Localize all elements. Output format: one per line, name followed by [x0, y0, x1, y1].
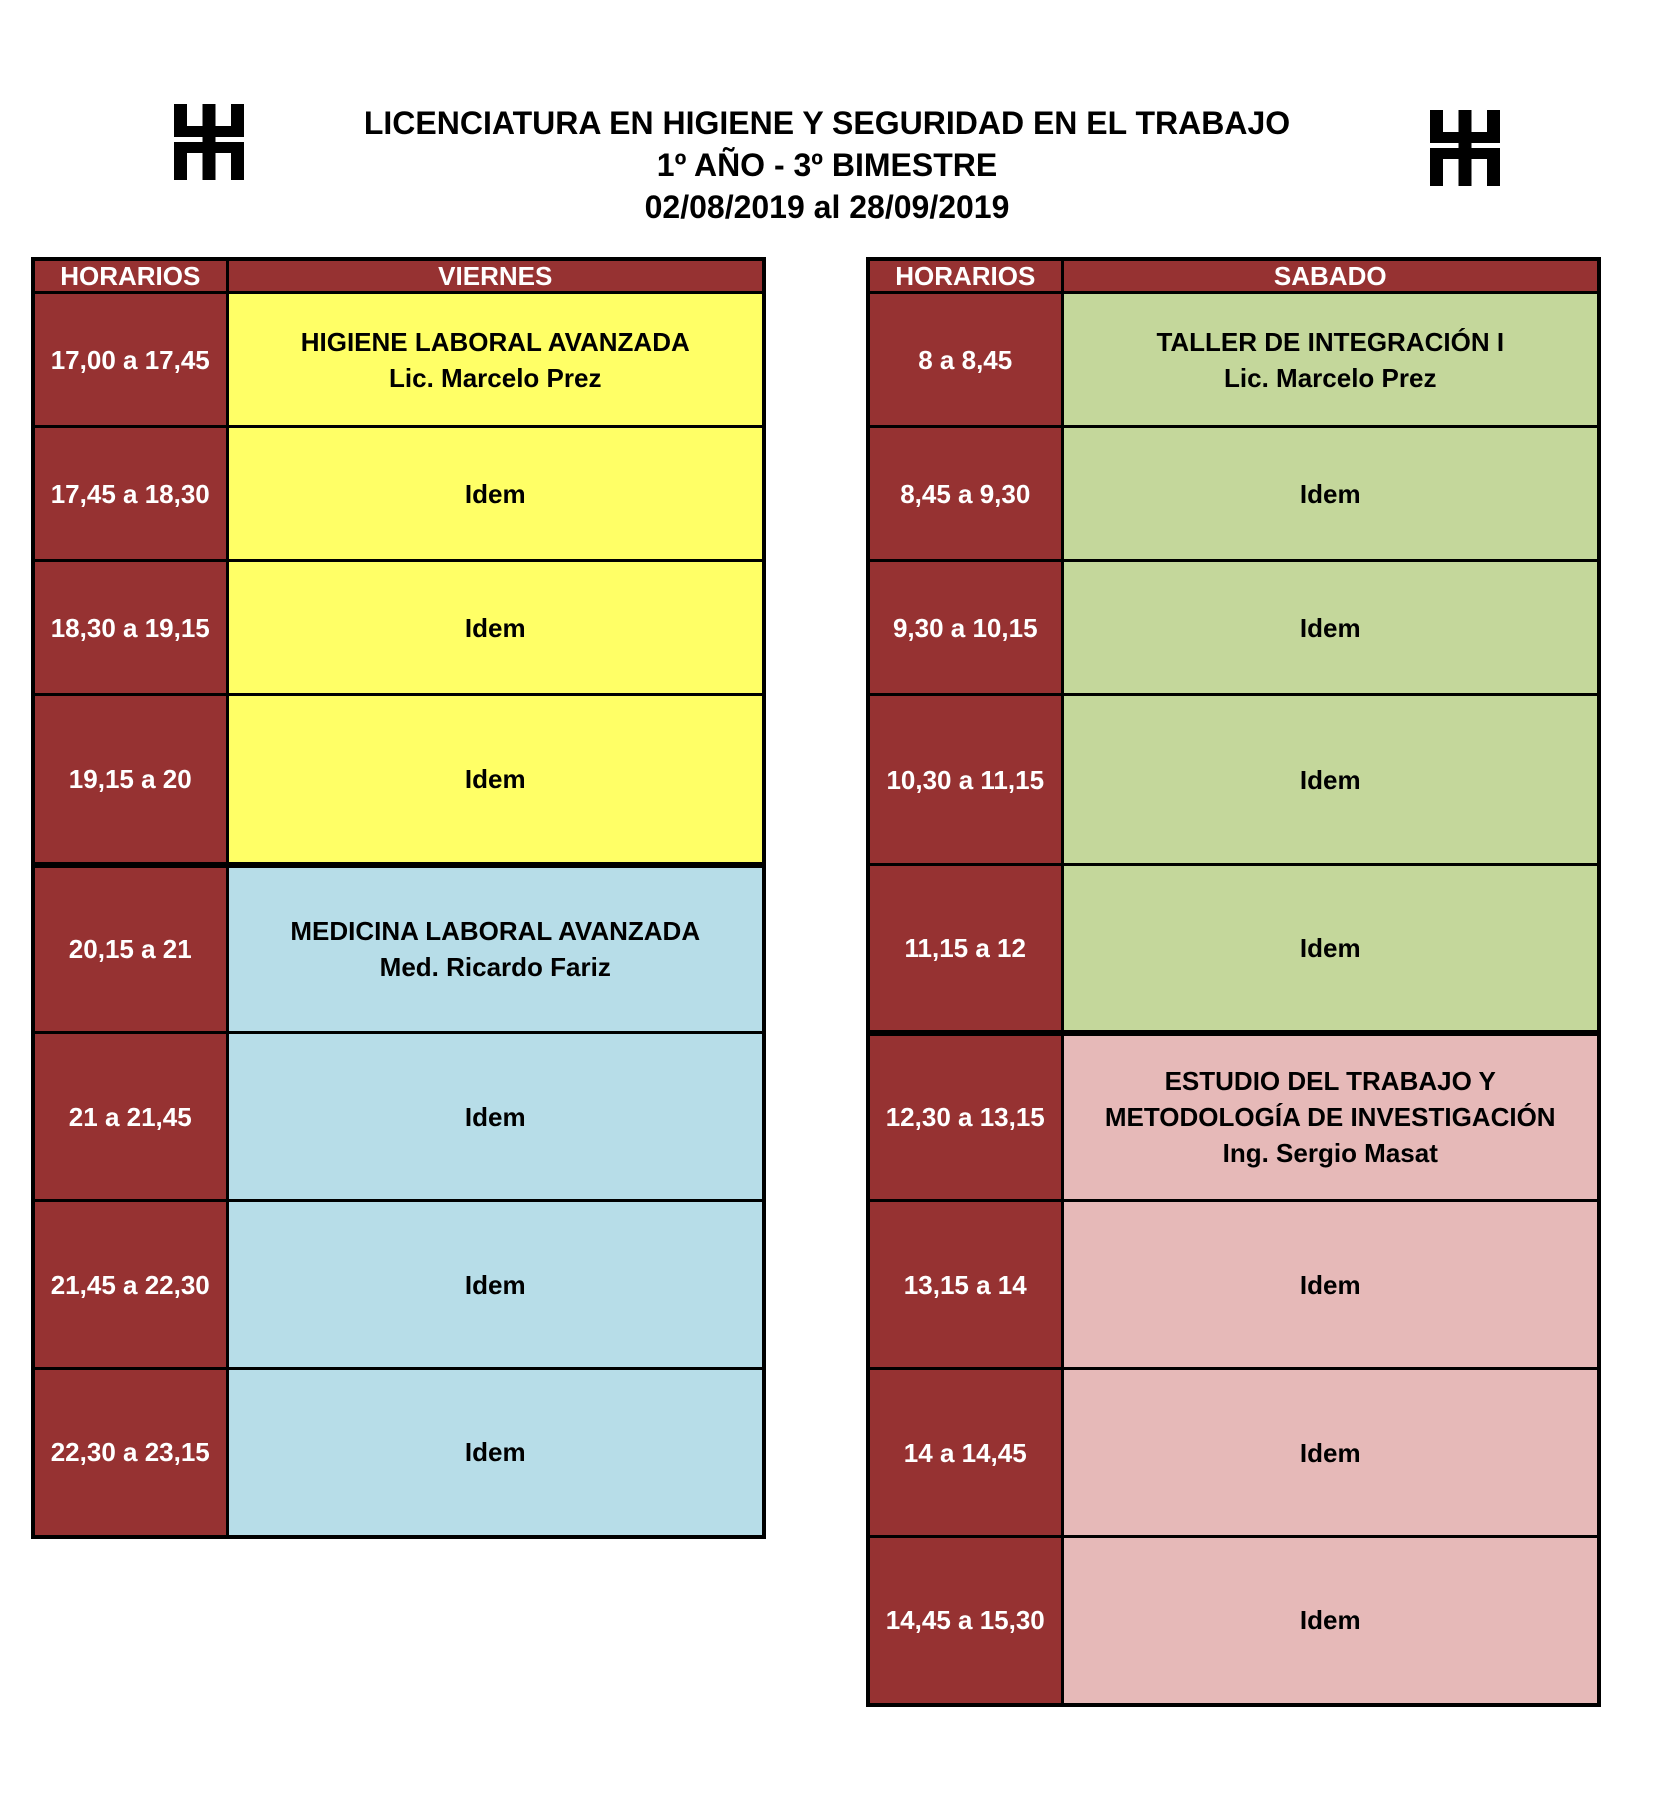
time-cell: 21 a 21,45	[33, 1033, 227, 1201]
table-row	[33, 293, 764, 427]
subject-cell: Idem	[227, 427, 764, 561]
time-cell: 20,15 a 21	[33, 865, 227, 1033]
title-line-3: 02/08/2019 al 28/09/2019	[644, 189, 1010, 225]
column-header-viernes: VIERNES	[227, 259, 764, 293]
subject-cell: Idem	[1062, 427, 1599, 561]
time-cell: 22,30 a 23,15	[33, 1369, 227, 1537]
time-cell: 14,45 a 15,30	[868, 1537, 1062, 1705]
table-row	[868, 293, 1599, 427]
teacher-name: Lic. Marcelo Prez	[389, 362, 602, 393]
table-row	[868, 1033, 1599, 1201]
title-line-2: 1º AÑO - 3º BIMESTRE	[656, 147, 998, 183]
subject-name: TALLER DE INTEGRACIÓN I	[1156, 326, 1505, 357]
time-cell: 8 a 8,45	[868, 293, 1062, 427]
subject-cell: Idem	[1062, 561, 1599, 695]
subject-cell: Idem	[227, 561, 764, 695]
time-cell: 19,15 a 20	[33, 695, 227, 865]
subject-cell: Idem	[1062, 865, 1599, 1033]
subject-cell	[1062, 293, 1599, 427]
time-cell: 17,00 a 17,45	[33, 293, 227, 427]
table-row	[33, 695, 764, 865]
subject-cell	[227, 865, 764, 1033]
table-row	[33, 1369, 764, 1537]
time-cell: 9,30 a 10,15	[868, 561, 1062, 695]
table-row	[868, 1537, 1599, 1705]
table-row	[33, 1201, 764, 1369]
subject-cell: Idem	[227, 1369, 764, 1537]
table-row	[33, 1033, 764, 1201]
subject-name-2: METODOLOGÍA DE INVESTIGACIÓN	[1104, 1102, 1556, 1133]
table-row	[33, 427, 764, 561]
table-row	[868, 1369, 1599, 1537]
time-cell: 12,30 a 13,15	[868, 1033, 1062, 1201]
teacher-name: Lic. Marcelo Prez	[1224, 362, 1437, 393]
table-row	[33, 561, 764, 695]
column-header-sabado: SABADO	[1062, 259, 1599, 293]
table-row	[868, 561, 1599, 695]
time-cell: 17,45 a 18,30	[33, 427, 227, 561]
subject-cell	[227, 293, 764, 427]
teacher-name: Med. Ricardo Fariz	[379, 952, 611, 983]
time-cell: 13,15 a 14	[868, 1201, 1062, 1369]
subject-cell: Idem	[1062, 1537, 1599, 1705]
title-line-1: LICENCIATURA EN HIGIENE Y SEGURIDAD EN EL TRABAJO	[363, 105, 1291, 141]
time-cell: 10,30 a 11,15	[868, 695, 1062, 865]
table-row	[868, 865, 1599, 1033]
time-cell: 18,30 a 19,15	[33, 561, 227, 695]
subject-cell: Idem	[1062, 695, 1599, 865]
subject-cell	[1062, 1033, 1599, 1201]
table-row	[868, 695, 1599, 865]
subject-name: MEDICINA LABORAL AVANZADA	[290, 916, 701, 947]
column-header-horarios: HORARIOS	[33, 259, 227, 293]
table-row	[868, 427, 1599, 561]
teacher-name: Ing. Sergio Masat	[1222, 1138, 1438, 1169]
time-cell: 8,45 a 9,30	[868, 427, 1062, 561]
table-row	[33, 865, 764, 1033]
time-cell: 14 a 14,45	[868, 1369, 1062, 1537]
subject-cell: Idem	[1062, 1201, 1599, 1369]
table-row	[868, 1201, 1599, 1369]
time-cell: 11,15 a 12	[868, 865, 1062, 1033]
time-cell: 21,45 a 22,30	[33, 1201, 227, 1369]
subject-name: HIGIENE LABORAL AVANZADA	[300, 326, 690, 357]
column-header-horarios: HORARIOS	[868, 259, 1062, 293]
utn-logo-icon-right	[1430, 110, 1500, 186]
subject-cell: Idem	[227, 695, 764, 865]
schedule-table-sabado	[866, 257, 1601, 1707]
subject-cell: Idem	[1062, 1369, 1599, 1537]
subject-cell: Idem	[227, 1201, 764, 1369]
subject-cell: Idem	[227, 1033, 764, 1201]
page-title	[300, 102, 1354, 228]
schedule-table-viernes	[31, 257, 766, 1539]
utn-logo-icon-left	[174, 104, 244, 180]
subject-name: ESTUDIO DEL TRABAJO Y	[1164, 1066, 1496, 1097]
